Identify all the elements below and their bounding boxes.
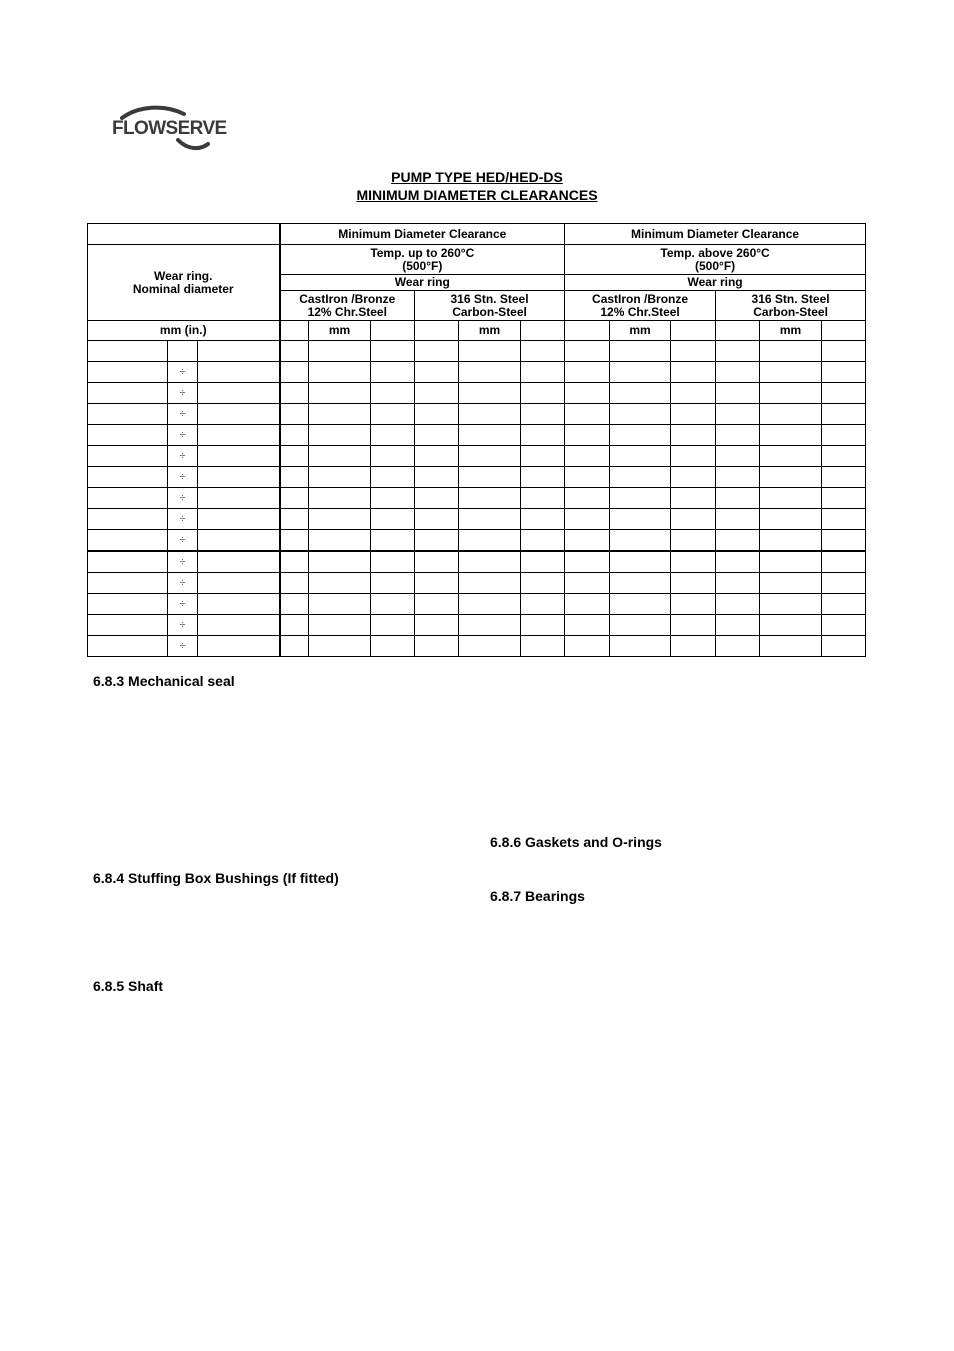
table-cell — [760, 446, 822, 467]
table-cell — [760, 362, 822, 383]
table-cell — [459, 404, 521, 425]
divide-symbol: ÷ — [168, 425, 198, 446]
table-cell — [610, 615, 671, 636]
table-cell — [760, 573, 822, 594]
table-cell — [610, 341, 671, 362]
table-cell — [760, 530, 822, 552]
table-cell — [565, 467, 610, 488]
table-row — [88, 551, 866, 573]
divide-symbol: ÷ — [168, 362, 198, 383]
material-b-high — [716, 291, 866, 321]
row-header-line2: Nominal diameter — [132, 281, 234, 296]
material-a-high — [565, 291, 716, 321]
divide-symbol: ÷ — [168, 446, 198, 467]
table-cell — [459, 383, 521, 404]
table-cell — [610, 404, 671, 425]
temp-high-line1: Temp. above 260°C — [660, 245, 770, 260]
table-cell — [610, 362, 671, 383]
table-cell — [671, 383, 716, 404]
table-cell — [198, 594, 280, 615]
divide-symbol: ÷ — [168, 530, 198, 552]
mat-a-line1: CastIron /Bronze — [592, 291, 689, 306]
unit-mm: mm — [459, 321, 521, 341]
table-cell — [309, 467, 371, 488]
table-cell — [671, 446, 716, 467]
table-cell — [459, 488, 521, 509]
table-cell — [371, 341, 415, 362]
flowserve-logo — [108, 104, 227, 154]
page-title: PUMP TYPE HED/HED-DS — [391, 169, 563, 185]
unit-mm: mm — [760, 321, 822, 341]
table-cell — [565, 341, 610, 362]
table-cell — [610, 446, 671, 467]
table-cell — [415, 636, 459, 657]
table-cell — [716, 636, 760, 657]
table-cell — [822, 509, 866, 530]
table-row — [88, 467, 866, 488]
table-cell — [280, 383, 309, 404]
table-cell — [671, 636, 716, 657]
table-cell — [415, 404, 459, 425]
table-cell — [610, 573, 671, 594]
unit-label: mm (in.) — [88, 321, 280, 341]
table-cell — [822, 530, 866, 552]
table-cell — [371, 636, 415, 657]
table-cell — [459, 446, 521, 467]
table-cell — [309, 446, 371, 467]
table-cell — [415, 594, 459, 615]
table-cell — [280, 467, 309, 488]
table-cell — [760, 341, 822, 362]
table-cell — [415, 530, 459, 552]
table-cell — [671, 467, 716, 488]
table-cell — [760, 383, 822, 404]
table-cell — [610, 530, 671, 552]
section-mechanical-seal: 6.8.3 Mechanical seal — [93, 673, 235, 689]
table-cell — [415, 446, 459, 467]
temp-high-header — [565, 245, 866, 275]
group-header-low: Minimum Diameter Clearance — [280, 224, 565, 245]
table-cell — [671, 615, 716, 636]
table-cell — [309, 551, 371, 573]
table-cell — [521, 425, 565, 446]
table-cell — [671, 404, 716, 425]
table-cell — [671, 551, 716, 573]
clearance-table — [87, 223, 866, 657]
divide-symbol: ÷ — [168, 509, 198, 530]
unit-mm: mm — [309, 321, 371, 341]
table-cell — [415, 573, 459, 594]
table-cell — [521, 362, 565, 383]
table-cell — [280, 636, 309, 657]
table-cell — [280, 551, 309, 573]
table-cell — [760, 425, 822, 446]
table-cell — [716, 488, 760, 509]
table-cell — [610, 594, 671, 615]
table-cell — [280, 425, 309, 446]
table-cell — [198, 425, 280, 446]
logo-wordmark: FLOWSERVE — [112, 118, 227, 139]
table-cell — [459, 509, 521, 530]
table-cell — [822, 615, 866, 636]
table-cell — [198, 341, 280, 362]
table-cell — [198, 551, 280, 573]
table-cell — [459, 362, 521, 383]
table-row — [88, 362, 866, 383]
table-row — [88, 446, 866, 467]
divide-symbol: ÷ — [168, 383, 198, 404]
table-cell — [198, 509, 280, 530]
table-cell — [88, 615, 168, 636]
mat-b-line2: Carbon-Steel — [452, 304, 527, 319]
table-cell — [198, 446, 280, 467]
table-row — [88, 383, 866, 404]
table-cell — [822, 467, 866, 488]
table-cell — [671, 573, 716, 594]
table-cell — [521, 615, 565, 636]
divide-symbol: ÷ — [168, 636, 198, 657]
table-cell — [459, 467, 521, 488]
divide-symbol: ÷ — [168, 594, 198, 615]
table-cell — [521, 488, 565, 509]
table-cell — [198, 573, 280, 594]
mat-b-line2: Carbon-Steel — [753, 304, 828, 319]
table-cell — [610, 636, 671, 657]
table-cell — [88, 404, 168, 425]
table-cell — [459, 573, 521, 594]
table-cell — [671, 594, 716, 615]
table-cell — [198, 488, 280, 509]
table-cell — [760, 615, 822, 636]
table-cell — [309, 573, 371, 594]
table-cell — [280, 530, 309, 552]
table-cell — [716, 446, 760, 467]
data-rows — [88, 341, 866, 657]
table-cell — [521, 636, 565, 657]
table-cell — [610, 467, 671, 488]
table-cell — [610, 488, 671, 509]
table-cell — [309, 530, 371, 552]
table-row — [88, 509, 866, 530]
page-subtitle: MINIMUM DIAMETER CLEARANCES — [356, 187, 598, 203]
table-cell — [671, 362, 716, 383]
section-shaft: 6.8.5 Shaft — [93, 978, 164, 994]
unit-mm: mm — [610, 321, 671, 341]
table-cell — [415, 551, 459, 573]
table-cell — [88, 509, 168, 530]
blank-header-cell — [88, 224, 280, 245]
mat-b-line1: 316 Stn. Steel — [450, 291, 529, 306]
table-cell — [716, 467, 760, 488]
table-cell — [716, 573, 760, 594]
table-cell — [371, 530, 415, 552]
table-cell — [760, 509, 822, 530]
section-gaskets: 6.8.6 Gaskets and O-rings — [490, 834, 662, 850]
table-row — [88, 488, 866, 509]
table-cell — [280, 488, 309, 509]
table-cell — [309, 594, 371, 615]
material-a-low — [280, 291, 415, 321]
table-cell — [565, 383, 610, 404]
table-cell — [459, 425, 521, 446]
table-cell — [198, 383, 280, 404]
table-cell — [415, 488, 459, 509]
divide-symbol: ÷ — [168, 467, 198, 488]
table-cell — [280, 362, 309, 383]
table-cell — [671, 341, 716, 362]
table-cell — [521, 530, 565, 552]
table-cell — [88, 362, 168, 383]
table-cell — [822, 425, 866, 446]
wear-ring-high: Wear ring — [565, 275, 866, 291]
table-cell — [309, 383, 371, 404]
table-cell — [822, 594, 866, 615]
table-cell — [822, 551, 866, 573]
table-cell — [280, 573, 309, 594]
table-cell — [415, 467, 459, 488]
table-cell — [521, 573, 565, 594]
row-header — [88, 245, 280, 321]
table-cell — [671, 509, 716, 530]
table-cell — [198, 362, 280, 383]
table-cell — [88, 467, 168, 488]
row-header-line1: Wear ring. — [154, 268, 213, 283]
table-cell — [565, 446, 610, 467]
divide-symbol: ÷ — [168, 404, 198, 425]
table-cell — [309, 488, 371, 509]
table-cell — [716, 425, 760, 446]
table-cell — [760, 551, 822, 573]
temp-low-line2: (500°F) — [402, 258, 443, 273]
mat-b-line1: 316 Stn. Steel — [751, 291, 830, 306]
table-cell — [822, 383, 866, 404]
table-cell — [88, 425, 168, 446]
table-cell — [371, 425, 415, 446]
table-cell — [459, 636, 521, 657]
table-cell — [415, 341, 459, 362]
mat-a-line2: 12% Chr.Steel — [307, 304, 387, 319]
table-cell — [822, 404, 866, 425]
table-cell — [671, 425, 716, 446]
table-cell — [671, 530, 716, 552]
table-cell — [716, 383, 760, 404]
table-cell — [371, 615, 415, 636]
table-cell — [521, 446, 565, 467]
table-cell — [459, 594, 521, 615]
table-cell — [822, 573, 866, 594]
table-cell — [415, 425, 459, 446]
table-cell — [371, 446, 415, 467]
temp-high-line2: (500°F) — [695, 258, 736, 273]
table-cell — [280, 615, 309, 636]
table-cell — [280, 341, 309, 362]
table-cell — [88, 488, 168, 509]
table-cell — [521, 467, 565, 488]
table-cell — [309, 509, 371, 530]
table-cell — [716, 551, 760, 573]
section-stuffing-box: 6.8.4 Stuffing Box Bushings (If fitted) — [93, 870, 339, 886]
table-cell — [716, 509, 760, 530]
table-cell — [565, 551, 610, 573]
table-cell — [521, 341, 565, 362]
table-cell — [822, 488, 866, 509]
table-cell — [610, 551, 671, 573]
table-row — [88, 573, 866, 594]
table-cell — [198, 636, 280, 657]
table-cell — [88, 383, 168, 404]
table-cell — [565, 615, 610, 636]
table-cell — [88, 636, 168, 657]
divide-symbol: ÷ — [168, 551, 198, 573]
divide-symbol: ÷ — [168, 488, 198, 509]
table-cell — [565, 594, 610, 615]
table-row — [88, 636, 866, 657]
table-row — [88, 594, 866, 615]
table-cell — [371, 594, 415, 615]
table-row — [88, 615, 866, 636]
table-cell — [371, 488, 415, 509]
table-cell — [521, 551, 565, 573]
table-row — [88, 425, 866, 446]
table-cell — [822, 341, 866, 362]
divide-symbol: ÷ — [168, 615, 198, 636]
table-cell — [371, 551, 415, 573]
divide-symbol: ÷ — [168, 573, 198, 594]
table-cell — [459, 615, 521, 636]
table-cell — [415, 615, 459, 636]
table-cell — [716, 615, 760, 636]
table-cell — [371, 467, 415, 488]
table-row — [88, 341, 866, 362]
temp-low-header — [280, 245, 565, 275]
group-header-high: Minimum Diameter Clearance — [565, 224, 866, 245]
table-cell — [198, 404, 280, 425]
table-cell — [198, 615, 280, 636]
table-cell — [459, 341, 521, 362]
table-cell — [415, 362, 459, 383]
table-cell — [565, 530, 610, 552]
table-cell — [760, 488, 822, 509]
table-cell — [309, 362, 371, 383]
table-cell — [716, 341, 760, 362]
table-cell — [716, 530, 760, 552]
table-cell — [716, 362, 760, 383]
table-cell — [610, 509, 671, 530]
table-cell — [760, 594, 822, 615]
table-cell — [280, 594, 309, 615]
table-cell — [309, 615, 371, 636]
table-cell — [565, 362, 610, 383]
table-cell — [198, 467, 280, 488]
table-cell — [521, 509, 565, 530]
table-cell — [610, 425, 671, 446]
table-cell — [521, 594, 565, 615]
table-cell — [309, 404, 371, 425]
table-cell — [88, 551, 168, 573]
table-cell — [280, 509, 309, 530]
table-cell — [822, 636, 866, 657]
table-cell — [760, 404, 822, 425]
table-cell — [610, 383, 671, 404]
table-cell — [565, 573, 610, 594]
table-cell — [565, 509, 610, 530]
table-cell — [309, 341, 371, 362]
table-cell — [565, 488, 610, 509]
table-cell — [88, 594, 168, 615]
section-bearings: 6.8.7 Bearings — [490, 888, 585, 904]
table-cell — [565, 425, 610, 446]
wear-ring-low: Wear ring — [280, 275, 565, 291]
table-cell — [822, 446, 866, 467]
table-cell — [88, 446, 168, 467]
table-cell — [760, 636, 822, 657]
table-cell — [459, 551, 521, 573]
table-cell — [459, 530, 521, 552]
table-cell — [309, 636, 371, 657]
table-cell — [371, 362, 415, 383]
table-cell — [371, 383, 415, 404]
table-cell — [88, 530, 168, 552]
mat-a-line2: 12% Chr.Steel — [600, 304, 680, 319]
table-cell — [88, 573, 168, 594]
table-cell — [415, 383, 459, 404]
table-cell — [371, 509, 415, 530]
material-b-low — [415, 291, 565, 321]
table-cell — [716, 404, 760, 425]
table-row — [88, 404, 866, 425]
table-cell — [168, 341, 198, 362]
table-cell — [280, 404, 309, 425]
table-cell — [521, 404, 565, 425]
table-cell — [565, 636, 610, 657]
table-cell — [371, 573, 415, 594]
table-cell — [88, 341, 168, 362]
table-row — [88, 530, 866, 552]
temp-low-line1: Temp. up to 260°C — [370, 245, 475, 260]
table-cell — [280, 446, 309, 467]
table-cell — [760, 467, 822, 488]
table-cell — [309, 425, 371, 446]
table-cell — [521, 383, 565, 404]
table-cell — [822, 362, 866, 383]
table-cell — [415, 509, 459, 530]
table-cell — [371, 404, 415, 425]
table-cell — [716, 594, 760, 615]
table-cell — [671, 488, 716, 509]
table-cell — [565, 404, 610, 425]
mat-a-line1: CastIron /Bronze — [299, 291, 396, 306]
table-cell — [198, 530, 280, 552]
